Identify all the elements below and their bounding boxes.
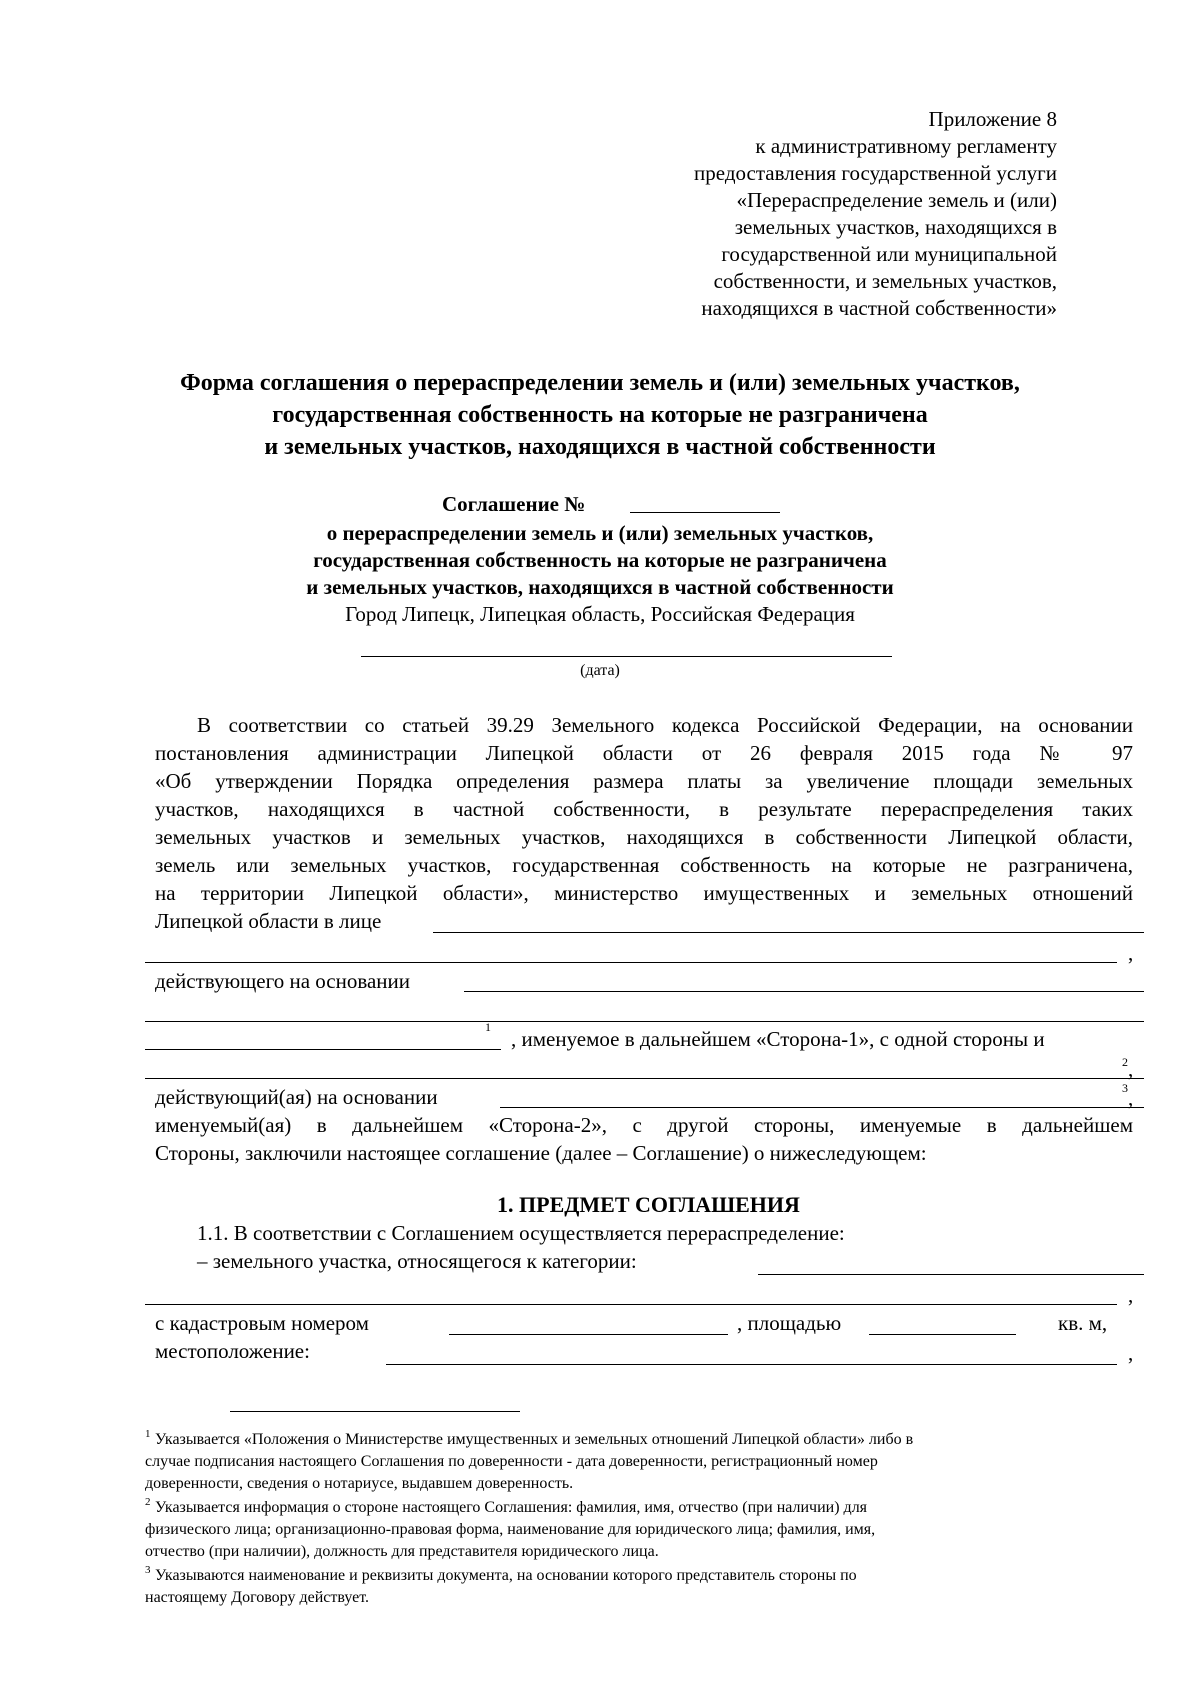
footnote-1-line: случае подписания настоящего Соглашения по доверенности - дата доверенности, регистрационный номер: [145, 1453, 878, 1470]
preamble-line: «Об утверждении Порядка определения размера платы за увеличение площади земельных: [155, 769, 1133, 793]
footnote-mark-2: 2: [145, 1496, 151, 1508]
cadastral-label: с кадастровым номером: [155, 1311, 369, 1335]
location-label: местоположение:: [155, 1339, 310, 1363]
preamble-line: В соответствии со статьей 39.29 Земельного кодекса Российской Федерации, на основании: [197, 713, 1133, 737]
comma: ,: [1128, 1283, 1134, 1307]
preamble-line: земельных участков и земельных участков, находящихся в собственности Липецкой области,: [155, 825, 1133, 849]
land-category-field-cont[interactable]: [145, 1304, 1117, 1305]
preamble-line: на территории Липецкой области», министерство имущественных и земельных отношений: [155, 881, 1133, 905]
appendix-line: государственной или муниципальной: [721, 242, 1057, 266]
agreement-subtitle-line: о перераспределении земель и (или) земельных участков,: [326, 521, 874, 545]
area-field[interactable]: [869, 1334, 1016, 1335]
date-caption: (дата): [580, 662, 620, 679]
footnote-mark-3: 3: [145, 1564, 151, 1576]
acting-basis-f-field[interactable]: [500, 1107, 1144, 1108]
land-category-label: – земельного участка, относящегося к категории:: [197, 1249, 637, 1273]
section-1-title: 1. ПРЕДМЕТ СОГЛАШЕНИЯ: [497, 1192, 800, 1217]
in-person-label: Липецкой области в лице: [155, 909, 382, 933]
footnote-1-line: доверенности, сведения о нотариусе, выдавшем доверенность.: [145, 1475, 574, 1492]
area-label: , площадью: [737, 1311, 842, 1335]
footnote-separator: [230, 1411, 520, 1412]
preamble-line: земель или земельных участков, государственная собственность на которые не разграничена,: [155, 853, 1133, 877]
footnote-ref-2: 2: [1122, 1055, 1128, 1069]
side2-field[interactable]: [145, 1078, 1144, 1079]
comma: ,: [1128, 941, 1134, 965]
appendix-line: собственности, и земельных участков,: [713, 269, 1057, 293]
footnote-3-line: Указываются наименование и реквизиты документа, на основании которого представитель стороны по: [155, 1567, 857, 1584]
comma: ,: [1128, 1057, 1134, 1081]
sq-m-label: кв. м,: [1058, 1311, 1108, 1335]
representative-field-cont[interactable]: [145, 962, 1117, 963]
preamble-line: постановления администрации Липецкой области от 26 февраля 2015 года № 97: [155, 741, 1133, 765]
appendix-line: «Перераспределение земель и (или): [736, 188, 1057, 212]
footnote-mark-1: 1: [145, 1428, 151, 1440]
agreement-city: Город Липецк, Липецкая область, Российская Федерация: [345, 602, 855, 626]
acting-basis-label: действующего на основании: [155, 969, 411, 993]
land-category-field[interactable]: [758, 1274, 1144, 1275]
agreement-subtitle-line: государственная собственность на которые не разграничена: [313, 548, 887, 572]
preamble-line: участков, находящихся в частной собственности, в результате перераспределения таких: [155, 797, 1133, 821]
appendix-line: Приложение 8: [928, 107, 1057, 131]
agreement-number-label: Соглашение №: [442, 492, 586, 516]
agreement-subtitle-line: и земельных участков, находящихся в частной собственности: [306, 575, 894, 599]
appendix-line: земельных участков, находящихся в: [734, 215, 1057, 239]
footnote-3-line: настоящему Договору действует.: [145, 1589, 370, 1606]
footnote-2-line: физического лица; организационно-правовая форма, наименование для юридического лица; фамилия, имя,: [145, 1521, 876, 1538]
form-title-line: Форма соглашения о перераспределении земель и (или) земельных участков,: [180, 370, 1020, 396]
acting-basis-field-end[interactable]: [145, 1049, 501, 1050]
representative-field[interactable]: [433, 932, 1144, 933]
acting-basis-field[interactable]: [464, 991, 1144, 992]
footnote-ref-3: 3: [1122, 1081, 1128, 1095]
appendix-line: к административному регламенту: [755, 134, 1057, 158]
footnote-ref-1: 1: [485, 1020, 491, 1034]
form-title-line: государственная собственность на которые не разграничена: [272, 402, 928, 428]
location-field[interactable]: [386, 1364, 1117, 1365]
agreement-number-field[interactable]: [630, 512, 780, 513]
form-title-line: и земельных участков, находящихся в частной собственности: [264, 434, 936, 460]
named-side1: , именуемое в дальнейшем «Сторона-1», с одной стороны и: [511, 1027, 1045, 1051]
footnote-2-line: Указывается информация о стороне настоящего Соглашения: фамилия, имя, отчество (при наличии) для: [155, 1499, 868, 1516]
comma: ,: [1128, 1341, 1134, 1365]
appendix-line: предоставления государственной услуги: [694, 161, 1057, 185]
appendix-line: находящихся в частной собственности»: [701, 296, 1057, 320]
cadastral-number-field[interactable]: [449, 1334, 728, 1335]
footnote-1-line: Указывается «Положения о Министерстве имущественных и земельных отношений Липецкой области» либо в: [155, 1431, 914, 1448]
date-field[interactable]: [361, 656, 892, 657]
acting-basis-field-cont[interactable]: [145, 1021, 1144, 1022]
footnote-2-line: отчество (при наличии), должность для представителя юридического лица.: [145, 1543, 659, 1560]
conclusion-line: Стороны, заключили настоящее соглашение (далее – Соглашение) о нижеследующем:: [155, 1141, 927, 1165]
acting-basis-f-label: действующий(ая) на основании: [155, 1085, 438, 1109]
comma: ,: [1128, 1086, 1134, 1110]
named-side2-line: именуемый(ая) в дальнейшем «Сторона-2», с другой стороны, именуемые в дальнейшем: [155, 1113, 1133, 1137]
item-1-1: 1.1. В соответствии с Соглашением осуществляется перераспределение:: [197, 1221, 845, 1245]
